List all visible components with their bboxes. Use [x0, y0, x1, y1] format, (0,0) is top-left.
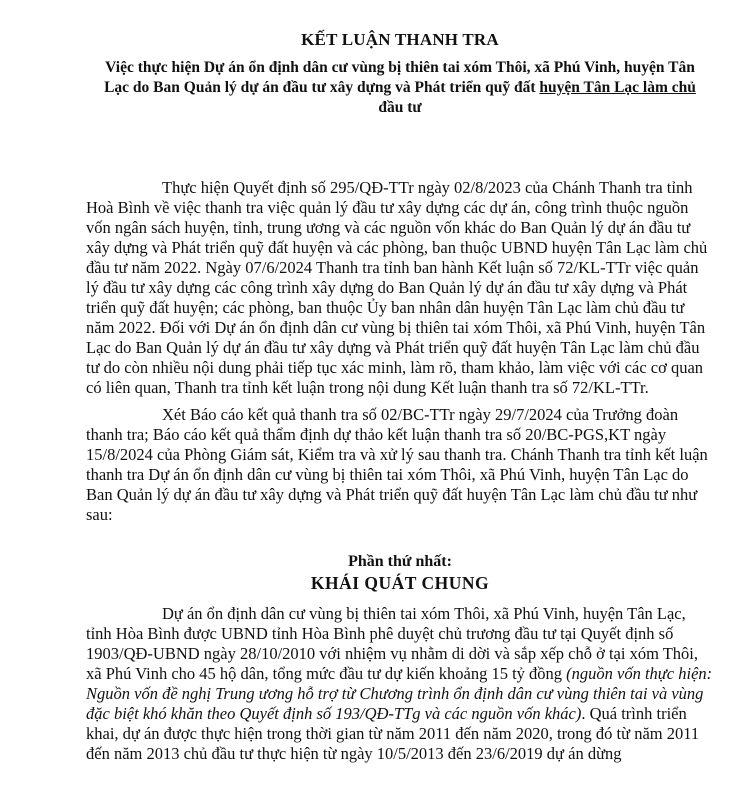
paragraph-3-text: Dự án ổn định dân cư vùng bị thiên tai xóm Thôi, xã Phú Vinh, huyện Tân Lạc, tỉnh Hòa Bình được UBND tỉnh Hòa Bình phê duyệt chủ trương đầu tư tại Quyết định số 1903/QĐ-UBND ngày 28/10/2010 với nhiệm vụ nhằm di dời và sắp xếp chỗ ở tại xóm Thôi, xã Phú Vinh cho 45 hộ dân, tổng mức đầu tư dự kiến khoảng 15 tỷ đồng: [86, 604, 699, 683]
paragraph-2: Xét Báo cáo kết quả thanh tra số 02/BC-TTr ngày 29/7/2024 của Trưởng đoàn thanh tra; Báo cáo kết quả thẩm định dự thảo kết luận thanh tra số 20/BC-PGS,KT ngày 15/8/2024 của Phòng Giám sát, Kiểm tra và xử lý sau thanh tra. Chánh Thanh tra tỉnh kết luận thanh tra Dự án ổn định dân cư vùng bị thiên tai xóm Thôi, xã Phú Vinh, huyện Tân Lạc do Ban Quản lý dự án đầu tư xây dựng và Phát triển quỹ đất huyện Tân Lạc làm chủ đầu tư như sau:: [86, 405, 708, 524]
paragraph-1: Thực hiện Quyết định số 295/QĐ-TTr ngày 02/8/2023 của Chánh Thanh tra tỉnh Hoà Bình về việc thanh tra việc quản lý đầu tư xây dựng các dự án, công trình thuộc nguồn vốn ngân sách huyện, tỉnh, trung ương và các nguồn vốn khác do Ban Quản lý dự án đầu tư xây dựng và Phát triển quỹ đất huyện và các phòng, ban thuộc UBND huyện Tân Lạc làm chủ đầu tư năm 2022. Ngày 07/6/2024 Thanh tra tỉnh ban hành Kết luận số 72/KL-TTr việc quản lý đầu tư xây dựng các công trình xây dựng do Ban Quản lý dự án đầu tư xây dựng và Phát triển quỹ đất huyện; các phòng, ban thuộc Ủy ban nhân dân huyện Tân Lạc làm chủ đầu tư năm 2022. Đối với Dự án ổn định dân cư vùng bị thiên tai xóm Thôi, xã Phú Vinh, huyện Tân Lạc do Ban Quản lý dự án đầu tư xây dựng và Phát triển quỹ đất huyện Tân Lạc làm chủ đầu tư do còn nhiều nội dung phải tiếp tục xác minh, làm rõ, tham khảo, làm việc với các cơ quan có liên quan, Thanh tra tỉnh kết luận trong nội dung Kết luận thanh tra số 72/KL-TTr.: [86, 178, 708, 397]
funding-source-note: (nguồn vốn thực hiện: Nguồn vốn đề nghị Trung ương hỗ trợ từ Chương trình ổn định dân cư vùng thiên tai và vùng đặc biệt khó khăn theo Quyết định số 193/QĐ-TTg và các nguồn vốn khác): [86, 664, 713, 723]
paragraph-3-tail: . Quá trình triển khai, dự án được thực hiện trong thời gian từ năm 2011 đến năm 2020, trong đó từ năm 2011 đến năm 2013 chủ đầu tư thực hiện từ ngày 10/5/2013 đến 23/6/2019 dự án dừng: [86, 704, 700, 763]
part-title: KHÁI QUÁT CHUNG: [310, 573, 490, 593]
part-heading: Phần thứ nhất:: [348, 553, 452, 570]
paragraph-3: [86, 604, 714, 764]
document-subtitle: [86, 58, 714, 118]
subtitle-underlined-text: huyện Tân Lạc làm chủ: [539, 79, 696, 96]
document-title: KẾT LUẬN THANH TRA: [301, 30, 499, 49]
subtitle-end-text: đầu tư: [378, 99, 422, 116]
subtitle-text: Việc thực hiện Dự án ổn định dân cư vùng bị thiên tai xóm Thôi, xã Phú Vinh, huyện Tân Lạc do Ban Quản lý dự án đầu tư xây dựng và Phát triển quỹ đất: [104, 59, 695, 96]
